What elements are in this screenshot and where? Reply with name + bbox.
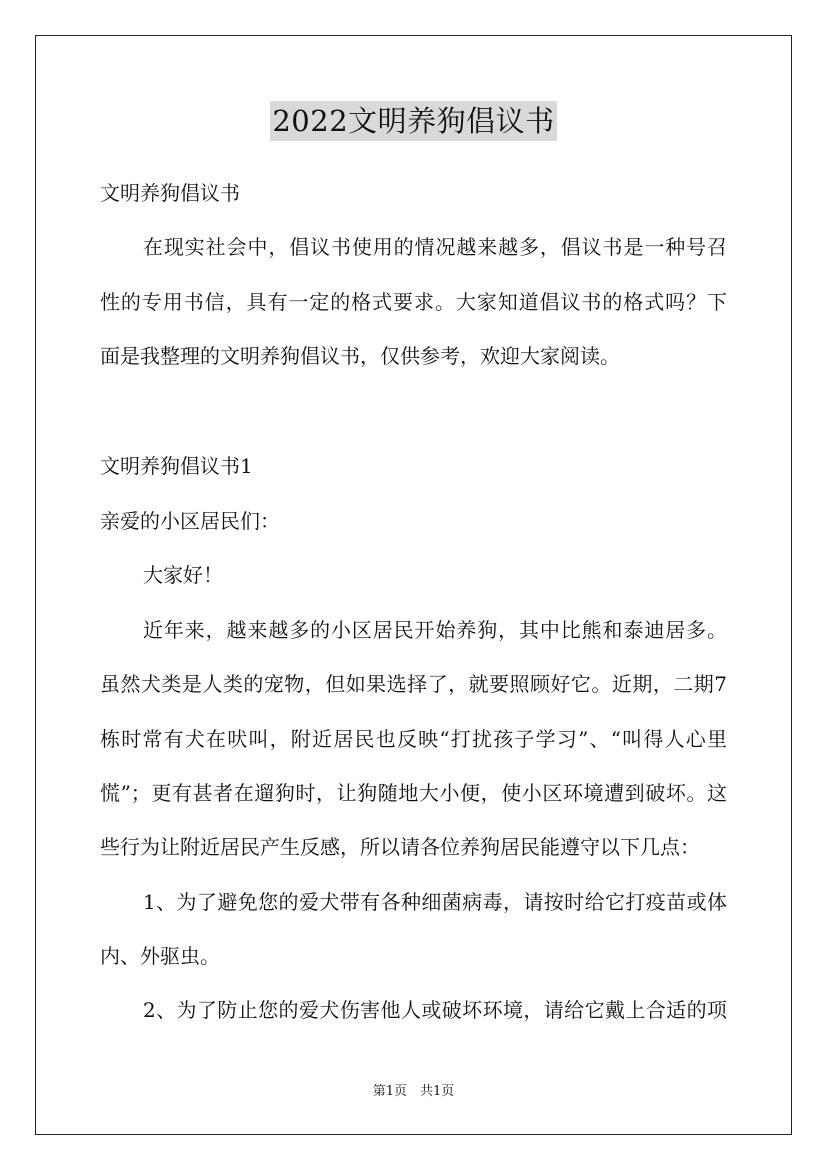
body-line-4: 慌”；更有甚者在遛狗时，让狗随地大小便，使小区环境遭到破坏。这	[100, 781, 727, 805]
body-line-5: 些行为让附近居民产生反感，所以请各位养狗居民能遵守以下几点：	[100, 835, 700, 859]
point1-line-2: 内、外驱虫。	[100, 944, 220, 968]
intro-line-2: 性的专用书信，具有一定的格式要求。大家知道倡议书的格式吗？下	[100, 290, 727, 314]
body-line-3: 栋时常有犬在吠叫，附近居民也反映“打扰孩子学习”、“叫得人心里	[100, 727, 727, 751]
intro-line-3: 面是我整理的文明养狗倡议书，仅供参考，欢迎大家阅读。	[100, 344, 620, 368]
point2-line-1: 2、为了防止您的爱犬伤害他人或破坏环境，请给它戴上合适的项	[143, 998, 727, 1022]
body-line-2: 虽然犬类是人类的宠物，但如果选择了，就要照顾好它。近期，二期7	[100, 672, 727, 696]
intro-line-1: 在现实社会中，倡议书使用的情况越来越多，倡议书是一种号召	[143, 235, 727, 259]
page-number-footer: 第1页 共1页	[372, 1084, 455, 1099]
section-heading: 文明养狗倡议书1	[100, 454, 253, 478]
point1-line-1: 1、为了避免您的爱犬带有各种细菌病毒，请按时给它打疫苗或体	[143, 890, 727, 914]
greeting: 大家好！	[143, 563, 223, 587]
salutation: 亲爱的小区居民们：	[100, 509, 280, 533]
document-subtitle: 文明养狗倡议书	[100, 181, 240, 205]
title-container	[0, 101, 827, 141]
document-title: 2022文明养狗倡议书	[270, 101, 556, 141]
body-line-1: 近年来，越来越多的小区居民开始养狗，其中比熊和泰迪居多。	[143, 618, 727, 642]
